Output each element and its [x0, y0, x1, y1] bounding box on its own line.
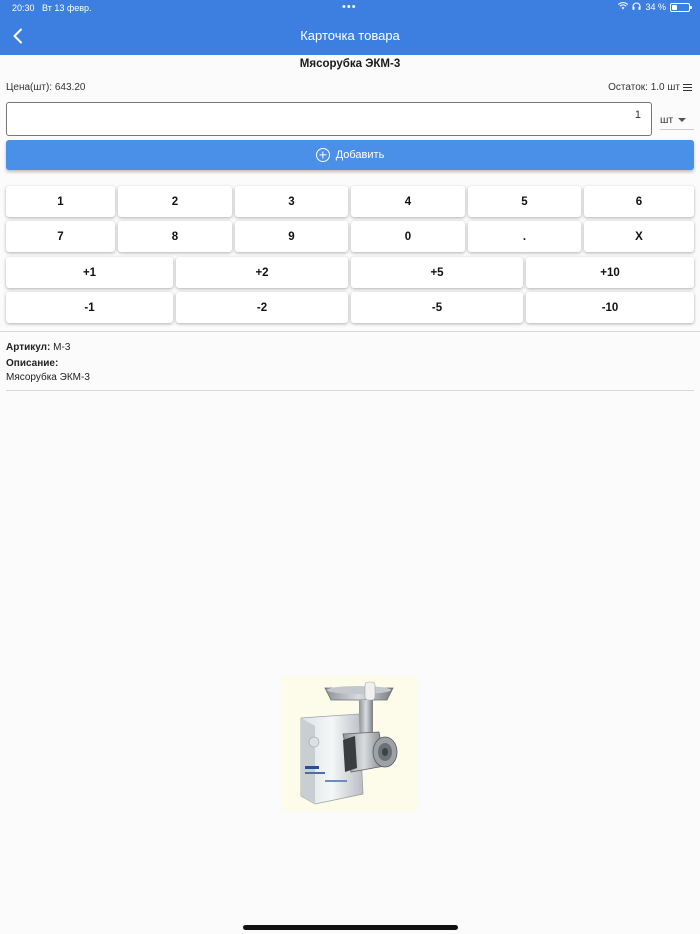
page-title: Карточка товара — [300, 28, 400, 43]
key-minus-1[interactable]: -1 — [6, 292, 173, 323]
key-2[interactable]: 2 — [118, 186, 232, 217]
list-icon — [683, 84, 692, 92]
status-date: Вт 13 февр. — [42, 3, 92, 13]
key-plus-1[interactable]: +1 — [6, 257, 173, 288]
description-label: Описание: — [6, 358, 59, 369]
key-plus-10[interactable]: +10 — [526, 257, 694, 288]
stock-info[interactable] — [608, 82, 692, 93]
key-5[interactable]: 5 — [468, 186, 581, 217]
key-plus-2[interactable]: +2 — [176, 257, 348, 288]
status-indicators — [618, 2, 690, 12]
key-minus-5[interactable]: -5 — [351, 292, 523, 323]
wifi-icon — [618, 2, 628, 12]
key-clear[interactable]: X — [584, 221, 694, 252]
price-text: Цена(шт): 643.20 — [6, 82, 86, 93]
key-4[interactable]: 4 — [351, 186, 465, 217]
battery-percent: 34 % — [645, 2, 666, 12]
unit-label: шт — [660, 113, 674, 126]
key-minus-2[interactable]: -2 — [176, 292, 348, 323]
add-button-label: Добавить — [335, 149, 385, 161]
add-button[interactable] — [6, 140, 694, 170]
home-indicator — [243, 925, 458, 930]
product-image[interactable] — [281, 676, 418, 811]
key-8[interactable]: 8 — [118, 221, 232, 252]
key-3[interactable]: 3 — [235, 186, 348, 217]
multitasking-dots[interactable]: ••• — [342, 1, 357, 13]
meat-grinder-image — [281, 676, 418, 811]
key-6[interactable]: 6 — [584, 186, 694, 217]
headphones-icon — [632, 2, 641, 12]
key-9[interactable]: 9 — [235, 221, 348, 252]
quantity-input[interactable] — [6, 102, 652, 136]
key-minus-10[interactable]: -10 — [526, 292, 694, 323]
battery-fill — [672, 5, 677, 10]
caret-down-icon — [678, 118, 686, 122]
sku-line — [6, 342, 70, 353]
product-name: Мясорубка ЭКМ-3 — [299, 58, 401, 70]
stock-text: Остаток: 1.0 шт — [608, 82, 680, 93]
unit-select[interactable] — [660, 110, 694, 130]
key-7[interactable]: 7 — [6, 221, 115, 252]
key-decimal[interactable]: . — [468, 221, 581, 252]
plus-circle-icon — [316, 148, 330, 162]
status-bar — [0, 0, 700, 17]
key-1[interactable]: 1 — [6, 186, 115, 217]
top-bar — [0, 0, 700, 55]
battery-icon — [670, 3, 690, 12]
sku-label: Артикул: — [6, 342, 51, 353]
key-plus-5[interactable]: +5 — [351, 257, 523, 288]
sku-value: М-3 — [53, 342, 71, 353]
key-0[interactable]: 0 — [351, 221, 465, 252]
description-text: Мясорубка ЭКМ-3 — [6, 372, 90, 383]
status-time: 20:30 — [12, 3, 35, 13]
divider — [6, 390, 694, 391]
divider — [0, 331, 700, 332]
